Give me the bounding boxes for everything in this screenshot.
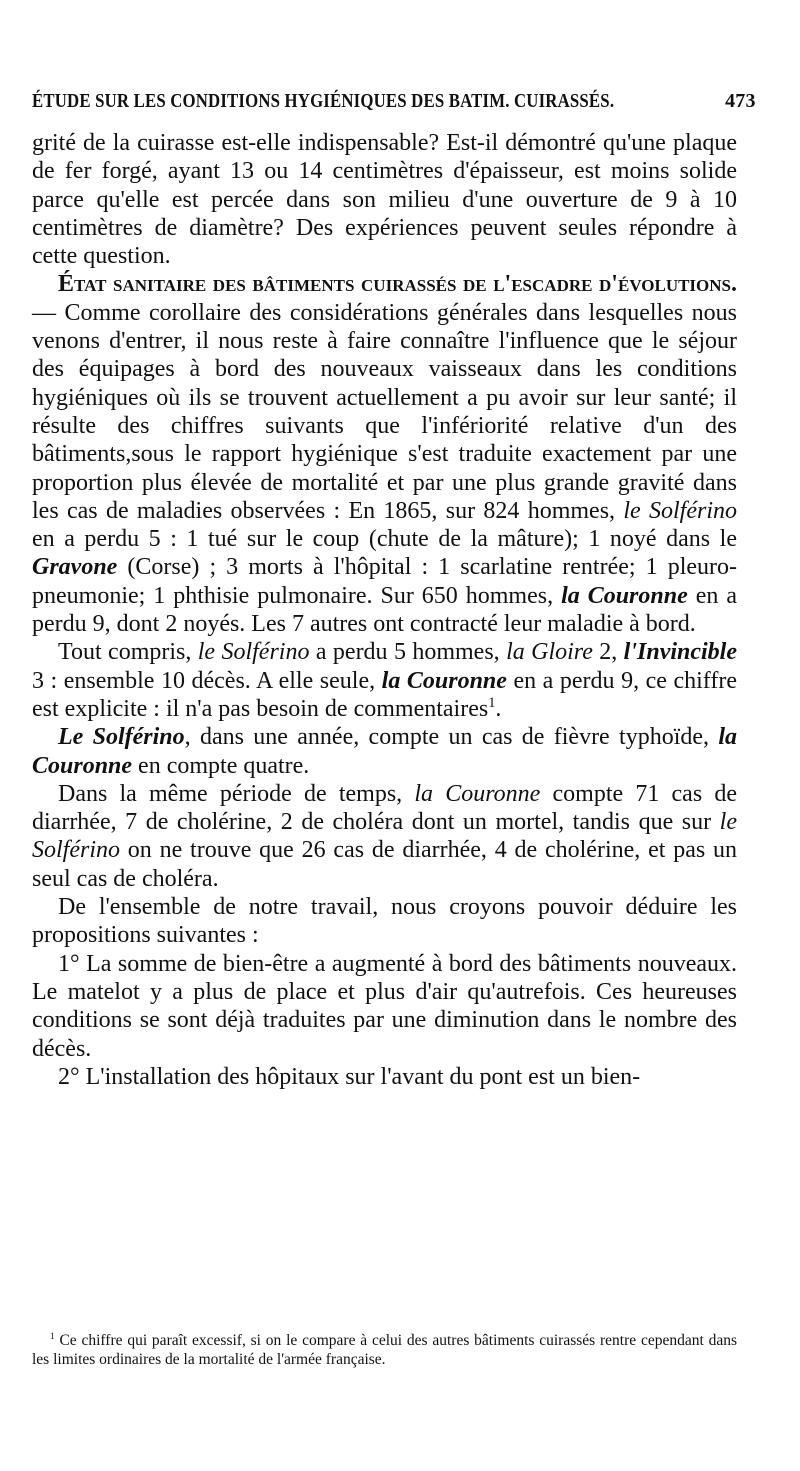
ship-name: le Solférino [623,497,737,524]
ship-name: Gravone [32,554,118,581]
section-heading: État sanitaire des bâtiments cuirassés de l'escadre d'évolutions. [58,271,737,298]
ship-name: la Gloire [506,639,593,666]
running-header [32,90,756,120]
ship-name: le Solférino [197,639,310,666]
paragraph-totals: Tout compris, le Solférino a perdu 5 hommes, la Gloire 2, l'Invincible 3 : ensemble 10 décès. A elle seule, la Couronne en a perdu 9, ce chiffre est explicite : il n'a pas besoin de commentaires$^1$. [32,639,738,722]
proposition-2: 2° L'installation des hôpitaux sur l'avant du pont est un bien- [58,1063,641,1090]
ship-name: l'Invincible [623,639,738,666]
ship-name: la Couronne [381,667,507,694]
ship-name: Le Solférino [58,724,185,751]
main-text [32,129,737,1091]
paragraph-sanitary-state: État sanitaire des bâtiments cuirassés de l'escadre d'évolutions. — Comme corollaire des considérations générales dans lesquelles nous venons d'entrer, il nous reste à faire connaître l'influence que le séjour des équipages à bord des nouveaux vaisseaux dans les conditions hygiéniques où ils se trouvent actuellement a pu avoir sur leur santé; il résulte des chiffres suivants que l'infériorité relative d'un des bâtiments,sous le rapport hygiénique s'est traduite exactement par une proportion plus élevée de mortalité et par une plus grande gravité dans les cas de maladies observées : En 1865, sur 824 hommes, le Solférino en a perdu 5 : 1 tué sur le coup (chute de la mâture); 1 noyé dans le Gravone (Corse) ; 3 morts à l'hôpital : 1 scarlatine rentrée; 1 pleuro-pneumonie; 1 phthisie pulmonaire. Sur 650 hommes, la Couronne en a perdu 9, dont 2 noyés. Les 7 autres ont contracté leur maladie à bord. [32,271,737,638]
paragraph-conclusions-intro: De l'ensemble de notre travail, nous croyons pouvoir déduire les propositions suivantes : [32,894,737,949]
page-number: 473 [725,90,756,112]
footnote-marker: 1 [50,1331,55,1342]
footnote [32,1332,737,1369]
paragraph-continuation: grité de la cuirasse est-elle indispensable? Est-il démontré qu'une plaque de fer forgé, ayant 13 ou 14 centimètres d'épaisseur, est moins solide parce qu'elle est percée dans son milieu d'une ouverture de 9 à 10 centimètres de diamètre? Des expériences peuvent seules répondre à cette question. [32,130,737,270]
paragraph-diarrhea: Dans la même période de temps, la Couronne compte 71 cas de diarrhée, 7 de cholérine, 2 de choléra dont un mortel, tandis que sur le Solférino on ne trouve que 26 cas de diarrhée, 4 de cholérine, et pas un seul cas de choléra. [32,780,738,892]
proposition-1: 1° La somme de bien-être a augmenté à bord des bâtiments nouveaux. Le matelot y a plus de place et plus d'air qu'autrefois. Ces heureuses conditions se sont déjà traduites par une diminution dans le nombre des décès. [32,950,737,1062]
running-title: ÉTUDE SUR LES CONDITIONS HYGIÉNIQUES DES BATIM. CUIRASSÉS. [32,90,615,112]
paragraph-typhoid: Le Solférino, dans une année, compte un cas de fièvre typhoïde, la Couronne en compte quatre. [32,724,738,779]
footnote-reference: 1 [488,694,496,711]
footnote-text: Ce chiffre qui paraît excessif, si on le compare à celui des autres bâtiments cuirassés rentre cependant dans les limites ordinaires de la mortalité de l'armée française. [32,1332,737,1368]
ship-name: la Couronne [32,724,738,779]
ship-name: le Solférino [32,809,737,864]
ship-name: la Couronne [561,582,688,609]
ship-name: la Couronne [414,780,541,807]
